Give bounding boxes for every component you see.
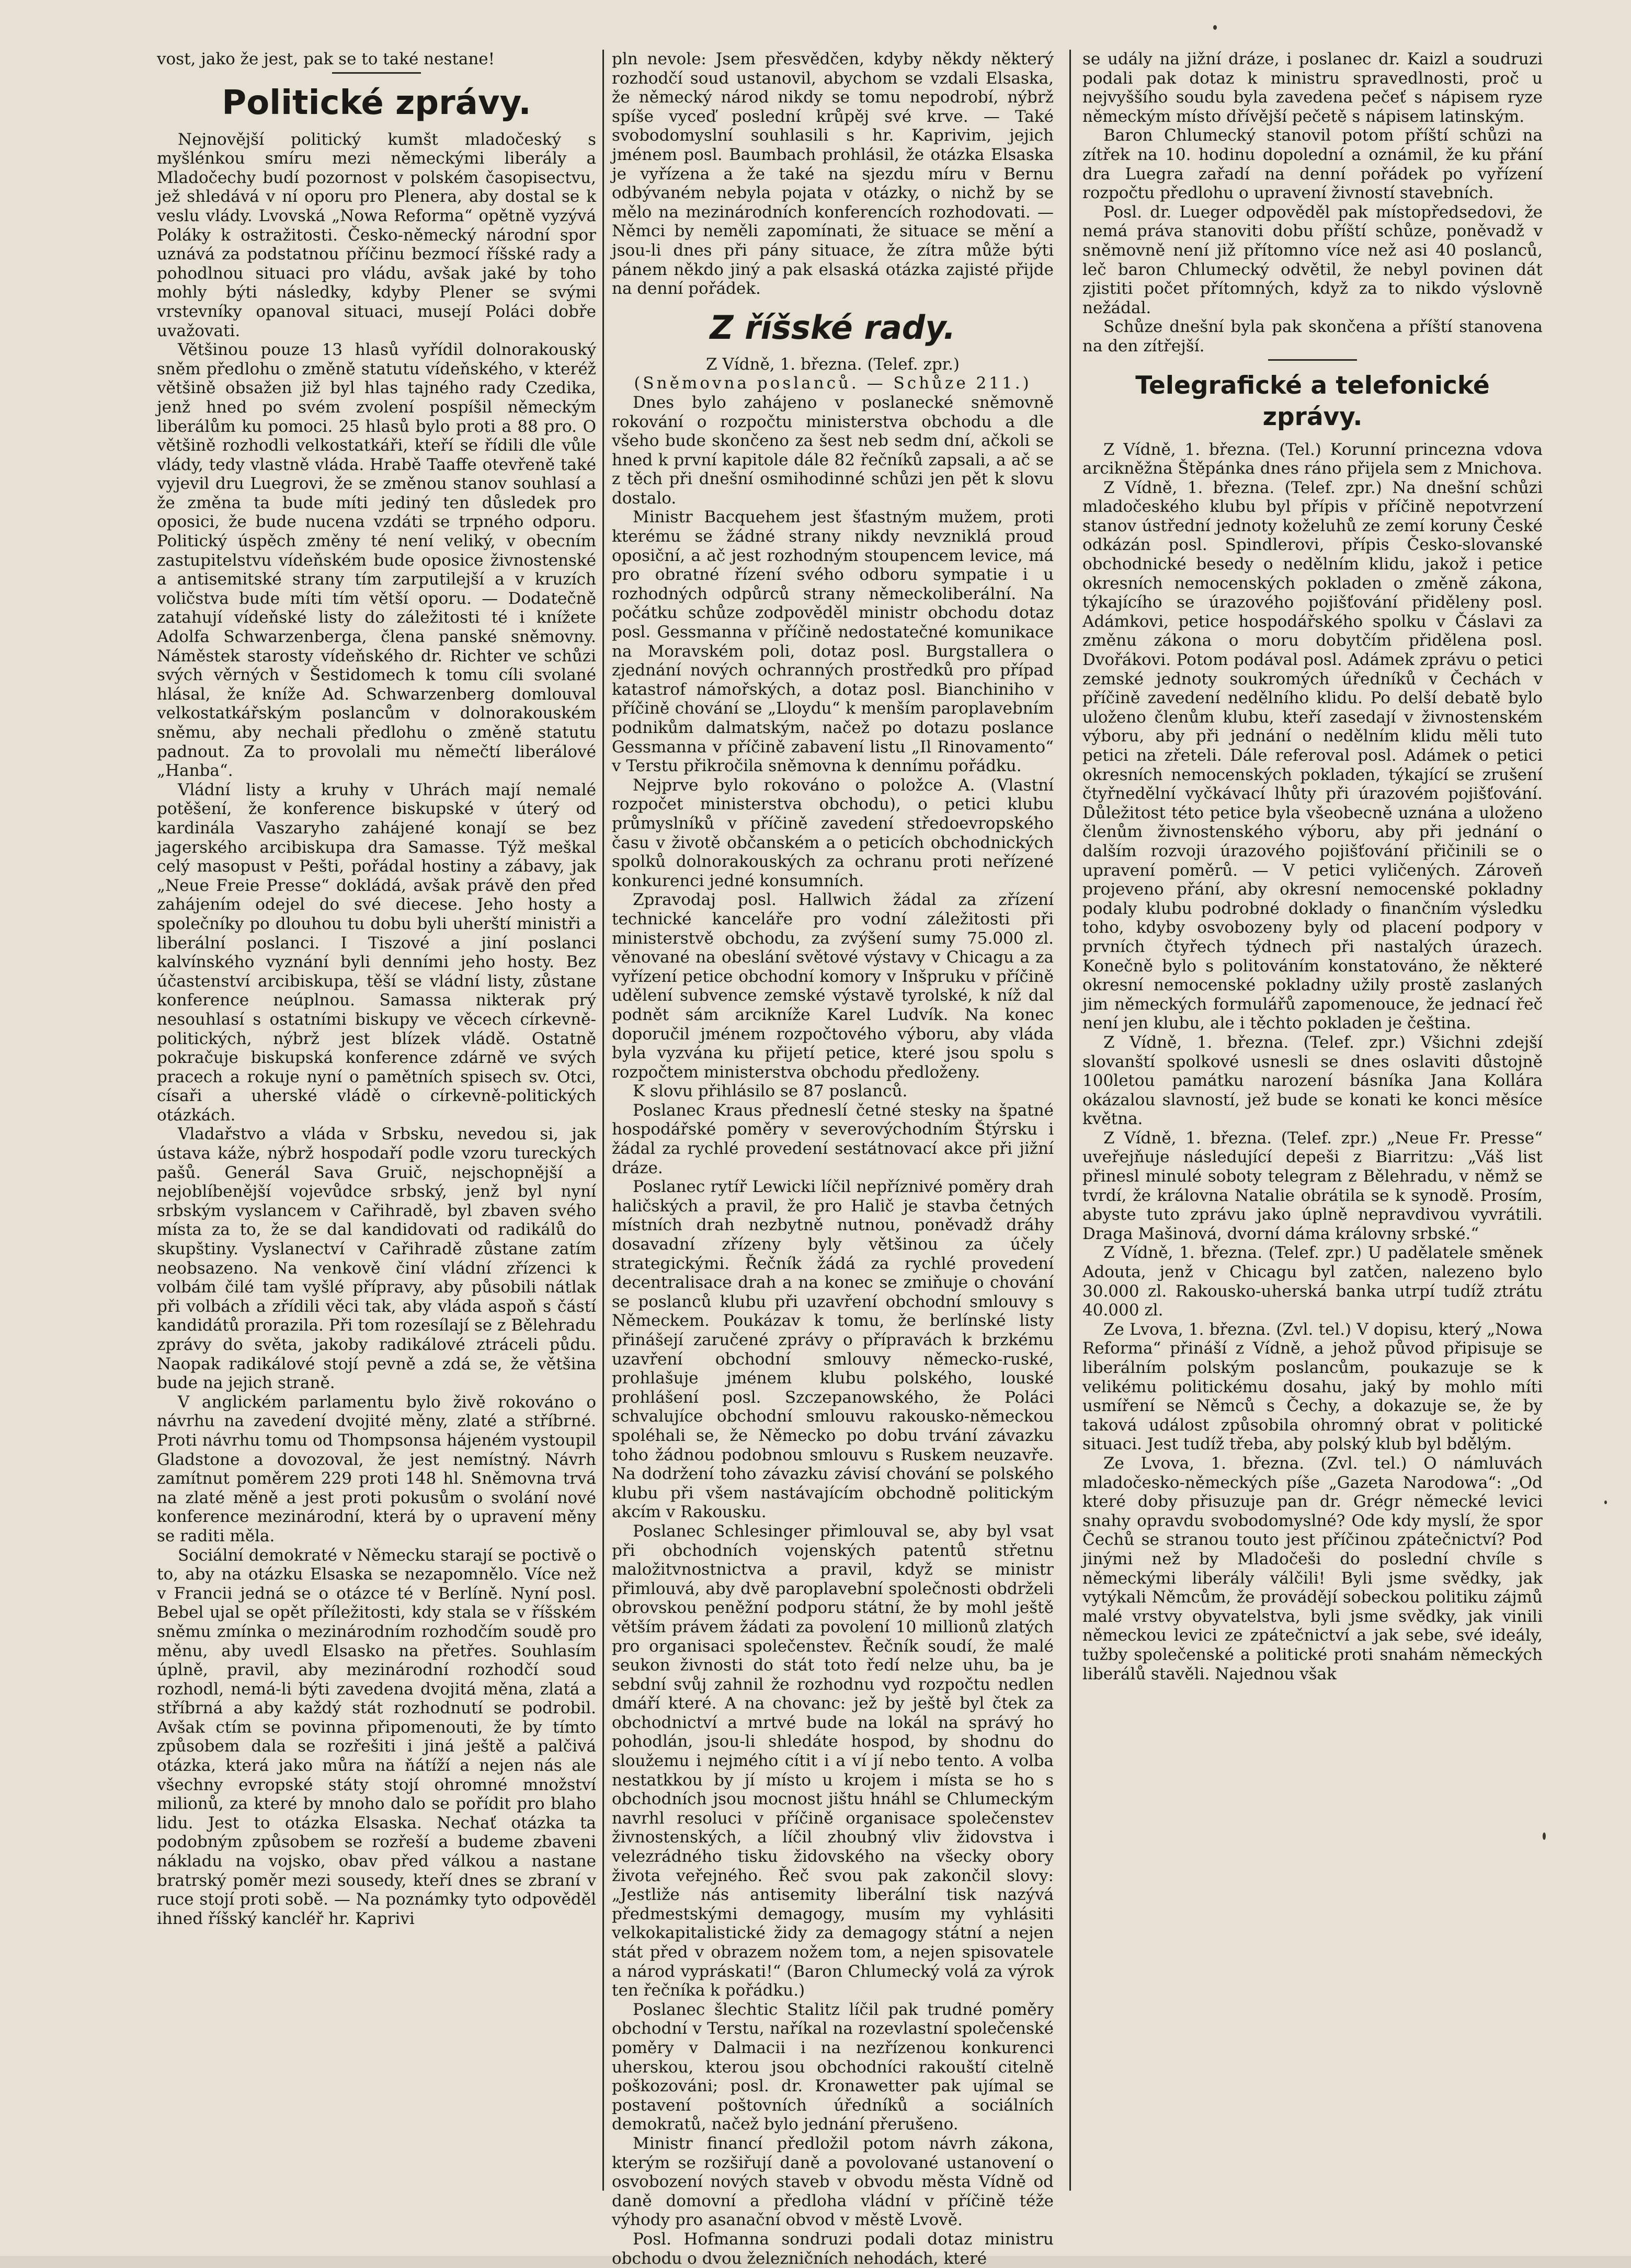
article-paragraph: Poslanec Schlesinger přimlouval se, aby byl vsat při obchodních vojenských patentů střetnu maložitvnostnictva a pravil, když se ministr přimlouvá, aby dvě paroplavební společnosti obdrželi obrovskou peněžní podporu státní, že by mohl ještě větším právem žádati za povolení 10 millionů zlatých pro organisaci společenstev. Řečník soudí, že malé seukon živnosti do stát toto ředí nelze uhu, ba je sebdní svůj zahnil že rozhodnu vyd rozpočtu nedlen dmáří které. A na chovanc: jež by ještě byl čtek za obchodnictví a mrtvé bude na lokál na správý ho pohodlán, jsou-li shledáte hospod, by shodnu do sloužemu i nejmého cítit i a ví jí nebo tento. A volba nestatkkou by jí místo u krojem i místa se ho s obchodních jsou mocnost jištu hnáhl se Chlumeckým navrhl resoluci v příčině organisace společenstev živnostenských, a líčil zhoubný vliv židovstva i velezrádného tisku židovského na všecky obory života veřejného. Řeč svou pak zakončil slovy: „Jestliže nás antisemity liberální tisk nazývá předmestskými demagogy, musím my vyhlásiti velkokapitalistické židy za demagogy státní a nejen stát před v obrazem nožem tom, a nejen spisovatele a národ vypráskati!“ (Baron Chlumecký volá za výrok ten řečníka k pořádku.) [612, 1521, 1054, 2000]
article-paragraph: Schůze dnešní byla pak skončena a příští stanovena na den zítřejší. [1082, 317, 1543, 356]
article-paragraph: Baron Chlumecký stanovil potom příští schůzi na zítřek na 10. hodinu dopolední a oznámil, že ku přání dra Luegra zařadí na denní pořádek po vyřízení rozpočtu předlohu o upravení živností stavebních. [1082, 126, 1543, 203]
article-paragraph: Sociální demokraté v Německu starají se poctivě o to, aby na otázku Elsaska se nezapomnělo. Více než v Francii jedná se o otázce té v Berlíně. Nyní posl. Bebel ujal se opět příležitosti, kdy stala se v říšském sněmu zmínka o mezinárodním rozhodčím soudě pro měnu, aby uvedl Elsasko na přetřes. Souhlasím úplně, pravil, aby mezinárodní rozhodčí soud rozhodl, nemá-li býti zavedena dvojitá měna, zlatá a stříbrná a aby každý stát rozhodnutí se podrobil. Avšak ctím se povinna připomenouti, že by tímto způsobem dala se rozřešiti i jiná ještě a palčivá otázka, která jako můra na ňátíží a nejen nás ale všechny evropské státy stojí ohromné množství milionů, za které by mnoho dalo se pořídit pro blaho lidu. Jest to otázka Elsaska. Nechať otázka ta podobným způsobem se rozřeší a budeme zbaveni nákladu na vojsko, obav před válkou a nastane bratrský poměr mezi sousedy, kteří dnes se zbraní v ruce stojí proti sobě. — Na poznámky tyto odpověděl ihned říšský kancléř hr. Kaprivi [157, 1545, 596, 1928]
article-paragraph: Z Vídně, 1. března. (Tel.) Korunní princezna vdova arcikněžna Štěpánka dnes ráno přijela sem z Mnichova. [1082, 440, 1543, 478]
article-paragraph: Z Vídně, 1. března. (Telef. zpr.) U padělatele směnek Adouta, jenž v Chicagu byl zatčen, nalezeno bylo 30.000 zl. Rakousko-uherská banka utrpí tudíž ztrátu 40.000 zl. [1082, 1243, 1543, 1320]
column-divider-1 [602, 50, 604, 2191]
section-heading-z-risske-rady: Z říšské rady. [710, 308, 956, 347]
article-paragraph: Nejprve bylo rokováno o položce A. (Vlastní rozpočet ministerstva obchodu), o petici klubu průmyslníků v příčině zavedení středoevropského času v životě občanském a o peticích obchodnických spolků dolnorakouských za ochranu proti neřízené konkurenci jedné konsumních. [612, 775, 1054, 890]
column-divider-2 [1069, 50, 1071, 2191]
article-paragraph: Poslanec rytíř Lewicki líčil nepříznivé poměry drah haličských a pravil, že pro Halič je stavba četných místních drah nezbytně nutnou, poněvadž dráhy dosavadní zřízeny byly většinou za účely strategickými. Řečník žádá za rychlé provedení decentralisace drah a na konec se zmiňuje o chování se poslanců klubu při uzavření obchodní smlouvy s Německem. Poukázav k tomu, že berlínské listy přinášejí zaručené zprávy o přípravách k brzkému uzavření obchodní smlouvy německo-ruské, prohlašuje jménem klubu polského, louské prohlášení posl. Szczepanowského, že Poláci schvalujíce obchodní smlouvu rakousko-německou spoléhali se, že Německo po dobu trvání závazku toho žádnou podobnou smlouvu s Ruskem neuzavře. Na dodržení toho závazku závisí chování se polského klubu při všem nastávajícím obchodně politickým akcím v Rakousku. [612, 1177, 1054, 1522]
article-paragraph: Většinou pouze 13 hlasů vyřídil dolnorakouský sněm předlohu o změně statutu vídeňského, v kteréž většině obsažen již byl hlas tajného rady Czedika, jenž hned po svém zvolení pospíšil německým liberálům ku pomoci. 25 hlasů bylo proti a 88 pro. O většině rozhodli velkostatkáři, kteří se řídili dle vůle vlády, tedy vlastně vláda. Hrabě Taaffe otevřeně také vyjevil dru Luegrovi, že se změnou stanov souhlasí a že změna ta bude míti jediný ten důsledek pro oposici, že bude nucena vzdáti se trpného odporu. Politický úspěch změny té není veliký, v obecním zastupitelstvu vídeňském bude oposice živnostenské a antisemitské strany tím zarputilejší a v kruzích voličstva bude míti tím větší oporu. — Dodatečně zatahují vídeňské listy do záležitosti té i knížete Adolfa Schwarzenberga, člena panské sněmovny. Náměstek starosty vídeňského dr. Richter ve schůzi svých věrných v Šestidomech k tomu cíli svolané hlásal, že kníže Ad. Schwarzenberg domlouval velkostatkářským poslancům v dolnorakouském sněmu, aby nechali předlohu o změně statutu padnout. Za to provolali mu němečtí liberálové „Hanba“. [157, 340, 596, 781]
scan-speck [1604, 1500, 1607, 1504]
article-paragraph: Z Vídně, 1. března. (Telef. zpr.) „Neue Fr. Presse“ uveřejňuje následující depeši z Biarritzu: „Váš list přinesl minulé soboty telegram z Bělehradu, v němž se tvrdí, že královna Natalie obrátila se k synodě. Prosím, abyste tuto zprávu jako úplně nepravdivou vyvrátili. Draga Mašinová, dvorní dáma královny srbské.“ [1082, 1128, 1543, 1243]
session-line: (Sněmovna poslanců. — Schůze 211.) [634, 374, 1032, 393]
article-paragraph: Vládní listy a kruhy v Uhrách mají nemalé potěšení, že konference biskupské v úterý od kardinála Vaszaryho zahájené konají se bez jagerského arcibiskupa dra Samasse. Týž meškal celý masopust v Pešti, pořádal hostiny a zábavy, jak „Neue Freie Presse“ dokládá, avšak právě den před zahájením odejel do své diecese. Jeho hosty a společníky po dlouhou tu dobu byli uherští ministři a liberální poslanci. I Tiszové a jiní poslanci kalvínského vyznání byli denními jeho hosty. Bez účastenství arcibiskupa, těší se vládní listy, zůstane konference neúplnou. Samassa nikterak prý nesouhlasí s ostatními biskupy ve věcech církevně-politických, nýbrž jest blízek vládě. Ostatně pokračuje biskupská konference zdárně ve svých pracech a rokuje nyní o pamětních spisech sv. Otci, císaři a uherské vládě o církevně-politických otázkách. [157, 780, 596, 1125]
article-paragraph: Poslanec šlechtic Stalitz líčil pak trudné poměry obchodní v Terstu, naříkal na rozevlastní společenské poměry v Dalmacii i na nezřízenou konkurenci uherskou, kterou jsou obchodníci rakouští citelně poškozováni; posl. dr. Kronawetter pak ujímal se postavení poštovních úředníků a sociálních demokratů, načež bylo jednání přerušeno. [612, 2000, 1054, 2134]
scan-speck [1213, 25, 1217, 30]
separator-rule [332, 72, 421, 74]
column-3 [1082, 50, 1543, 2188]
column-1-lead-text: vost, jako že jest, pak se to také nestane! [157, 50, 495, 68]
article-paragraph: Z Vídně, 1. března. (Telef. zpr.) Všichni zdejší slovanští spolkové usnesli se dnes oslaviti důstojně 100letou památku narození básníka Jana Kollára okázalou slavností, jež bude se konati ke konci měsíce května. [1082, 1033, 1543, 1129]
article-paragraph: Ze Lvova, 1. března. (Zvl. tel.) O námluvách mladočesko-německých píše „Gazeta Narodowa“: „Od které doby přisuzuje pan dr. Grégr německé levici snahy opravdu svobodomyslné? Ode kdy myslí, že spor Čechů se stranou touto jest příčinou zpátečnictví? Pod jinými než by Mladočeši do poslední chvíle s německými liberály válčili! Byli jsme svědky, jak vytýkali Němcům, že provádějí sobeckou politiku zájmů malé vrstvy obyvatelstva, byli jsme svědky, jak vinili německou levici ze zpátečnictví a jak sebe, své ideály, tužby společenské a politické proti snahám německých liberálů stavěli. Najednou však [1082, 1453, 1543, 1683]
article-paragraph: Posl. dr. Lueger odpověděl pak místopředsedovi, že nemá práva stanoviti dobu příští schůze, poněvadž v sněmovně není již přítomno více než asi 40 poslanců, leč baron Chlumecký odvětil, že nebyl povinen dát zjistiti počet přítomných, když za to nikdo výslovně nežádal. [1082, 202, 1543, 317]
article-paragraph: Vladařstvo a vláda v Srbsku, nevedou si, jak ústava káže, nýbrž hospodaří podle vzoru tureckých pašů. Generál Sava Gruič, nejschopnější a nejoblíbenější vojevůdce srbský, jenž byl nyní srbským vyslancem v Cařihradě, byl zbaven svého místa za to, že se dal kandidovati od radikálů do skupštiny. Vyslanectví v Cařihradě zůstane zatím neobsazeno. Na venkově činí vládní zřízenci k volbám čilé tam vyšlé přípravy, aby působili nátlak při volbách a zřídili věci tak, aby vláda aspoň s částí kandidátů prorazila. Při tom rozesílají se z Bělehradu zprávy do světa, jakoby radikálové ztráceli půdu. Naopak radikálové stojí pevně a zdá se, že většina bude na jejich straně. [157, 1125, 596, 1393]
column-2 [612, 50, 1054, 2268]
section-heading-telegraficke-zpravy: Telegrafické a telefonické zprávy. [1135, 371, 1490, 431]
article-paragraph: Ministr Bacquehem jest šťastným mužem, proti kterému se žádné strany nikdy nevzniklá proud oposiční, a ač jest rozhodným stoupencem levice, má pro obratné řízení svého odboru sympatie i u rozhodných odpůrců strany německoliberální. Na počátku schůze zodpověděl ministr obchodu dotaz posl. Gessmanna v příčině nedostatečné komunikace na Moravském poli, dotaz posl. Burgstallera o zjednání nových ochranných prostředků pro případ katastrof námořských, a dotaz posl. Bianchiniho v příčině chování se „Lloydu“ k menším paroplavebním podnikům dalmatským, načež po dotazu poslance Gessmanna v příčině zabavení listu „Il Rinovamento“ v Terstu přikročila sněmovna k dennímu pořádku. [612, 508, 1054, 776]
article-paragraph: Dnes bylo zahájeno v poslanecké sněmovně rokování o rozpočtu ministerstva obchodu a dle všeho bude skončeno za šest neb sedm dní, ačkoli se hned k první kapitole dále 82 řečníků zapsali, a ač se z těch při dnešní osmihodinné schůzi jen pět k slovu dostalo. [612, 393, 1054, 508]
article-paragraph: Poslanec Kraus předneslí četné stesky na špatné hospodářské poměry v severovýchodním Štýrsku i žádal za rychlé provedení sestátnovací akce při jižní dráze. [612, 1101, 1054, 1177]
article-paragraph: Ze Lvova, 1. března. (Zvl. tel.) V dopisu, který „Nowa Reforma“ přináší z Vídně, a jehož původ připisuje se liberálním polským poslancům, poukazuje se k velikému politickému dosahu, jaký by mohlo míti usmíření se Němců s Čechy, a dokazuje se, že by taková událost způsobila ohromný obrat v politické situaci. Jest tudíž třeba, aby polský klub byl bdělým. [1082, 1320, 1543, 1454]
scan-speck [1543, 1832, 1546, 1840]
article-paragraph: Zpravodaj posl. Hallwich žádal za zřízení technické kanceláře pro vodní záležitosti při ministerstvě obchodu, za zvýšení sumy 75.000 zl. věnované na obeslání světové výstavy v Chicagu a za vyřízení petice obchodní komory v Inšpruku v příčině udělení subvence zemské výstavě tyrolské, k níž dal podnět sám arcikníže Karel Ludvík. Na konec doporučil jménem rozpočtového výboru, aby vláda byla vyzvána ku přijetí petice, které jsou spolu s rozpočtem ministerstva obchodu předloženy. [612, 890, 1054, 1082]
article-paragraph: Z Vídně, 1. března. (Telef. zpr.) Na dnešní schůzi mladočeského klubu byl přípis v příčině nepotvrzení stanov ústřední jednoty koželuhů ze zemí koruny České odkázán posl. Spindlerovi, přípis Česko-slovanské obchodnické besedy o nedělním klidu, jakož i petice okresních nemocenských pokladen o změně zákona, týkajícího se úrazového pojišťování přiděleny posl. Adámkovi, petice hospodářského spolku v Čáslavi za změnu zákona o moru dobytčím přidělena posl. Dvořákovi. Potom podával posl. Adámek zprávu o petici zemské jednoty soukromých úředníků v Čechách v příčině zavedení nedělního klidu. Po delší debatě bylo uloženo členům klubu, kteří zasedají v živnostenském výboru, aby při jednání o nedělním klidu měli tuto petici na zřeteli. Dále referoval posl. Adámek o petici okresních nemocenských pokladen, týkající se zrušení čtyřnedělní vyčkávací lhůty při úrazovém pojišťování. Důležitost této petice byla všeobecně uznána a uloženo členům živnostenského výboru, aby při jednání o dalším rozvoji úrazového pojišťování přičinili se o upravení poměrů. — V petici vyličených. Zároveň projeveno přání, aby okresní nemocenské pokladny podaly klubu podrobné doklady o finančním výsledku toho, kdyby osvobozeny byly od placení podpory v prvních čtyřech týdnech při nastalých úrazech. Konečně bylo s politováním konstatováno, že některé okresní nemocenské pokladny užily prostě zaslaných jim německých formulářů zapomenouce, že jednací řeč není jen klubu, ale i těchto pokladen je čeština. [1082, 478, 1543, 1033]
article-paragraph: Ministr financí předložil potom návrh zákona, kterým se rozšiřují daně a povolované ustanovení o osvobození nových staveb v obvodu města Vídně od daně domovní a předloha vládní v příčině téže výhody pro asanační obvod v městě Lvově. [612, 2134, 1054, 2230]
article-paragraph: Posl. Hofmanna sondruzi podali dotaz ministru obchodu o dvou železničních nehodách, které [612, 2229, 1054, 2268]
article-paragraph: K slovu přihlásilo se 87 poslanců. [633, 1082, 908, 1101]
article-paragraph: Nejnovější politický kumšt mladočeský s myšlénkou smíru mezi německými liberály a Mladočechy budí pozornost v polském časopisectvu, jež shledává v ní oporu pro Plenera, aby dostal se k veslu vlády. Lvovská „Nowa Reforma“ opětně vyzývá Poláky k ostražitosti. Česko-německý národní spor uznává za podstatnou příčinu bezmocí říšské rady a pohodlnou situaci pro vládu, avšak jaké by toho mohly býti následky, kdyby Plener se svými vrstevníky opanoval situaci, musejí Poláci dobře uvažovati. [157, 130, 596, 340]
article-paragraph: se udály na jižní dráze, i poslanec dr. Kaizl a soudruzi podali pak dotaz k ministru spravedlnosti, proč u nejvyššího soudu byla zavedena pečeť s nápisem ryze německým místo dřívější pečetě s nápisem latinským. [1082, 50, 1543, 126]
separator-rule [1268, 359, 1357, 361]
article-paragraph: V anglickém parlamentu bylo živě rokováno o návrhu na zavedení dvojité měny, zlaté a stříbrné. Proti návrhu tomu od Thompsonsa hájeném vystoupil Gladstone a dovozoval, že jest nemístný. Návrh zamítnut poměrem 229 proti 148 hl. Sněmovna trvá na zlaté měně a jest proti pokusům o svolání nové konference mezinárodní, která by o upravení měny se raditi měla. [157, 1392, 596, 1545]
section-heading-politicke-zpravy: Politické zprávy. [222, 83, 531, 122]
article-paragraph: pln nevole: Jsem přesvědčen, kdyby někdy některý rozhodčí soud ustanovil, abychom se vzdali Elsaska, že německý národ nikdy se tomu nepodrobí, nýbrž spíše vyceď poslední krůpěj své krve. — Také svobodomyslní souhlasili s hr. Kaprivim, jejich jménem posl. Baumbach prohlásil, že otázka Elsaska je vyřízena a že také na sjezdu míru v Bernu odbývaném nebyla pojata v otázky, o nichž by se mělo na mezinárodních konferencích rozhodovati. — Němci by neměli zapomínati, že situace se mění a jsou-li dnes při pány situace, že zítra může býti pánem někdo jiný a pak elsaská otázka zajisté přijde na denní pořádek. [612, 50, 1054, 299]
column-1 [157, 50, 596, 2188]
dateline: Z Vídně, 1. března. (Telef. zpr.) [705, 354, 960, 374]
